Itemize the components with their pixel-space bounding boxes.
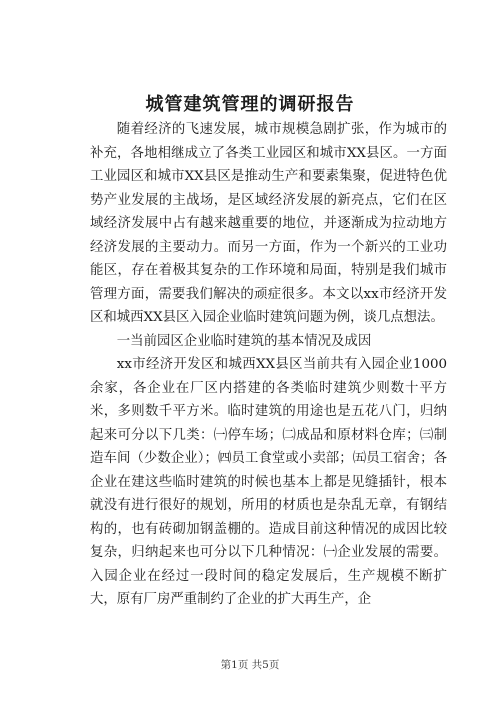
section-heading: 一当前园区企业临时建筑的基本情况及成因 xyxy=(116,333,372,349)
page-footer: 第1页 共5页 xyxy=(220,659,280,671)
document-body xyxy=(90,118,447,612)
document-title: 城管建筑管理的调研报告 xyxy=(145,94,355,115)
intro-paragraph: 随着经济的飞速发展，城市规模急剧扩张，作为城市的补充，各地相继成立了各类工业园区和城市XX县区。一方面工业园区和城市XX县区是推动生产和要素集聚，促进特色优势产业发展的主战场，是区域经济发展的新亮点，它们在区域经济发展中占有越来越重要的地位，并逐渐成为拉动地方经济发展的主要动力。而另一方面，作为一个新兴的工业功能区，存在着极其复杂的工作环境和局面，特别是我们城市管理方面，需要我们解决的顽症很多。本文以xx市经济开发区和城西XX县区入园企业临时建筑问题为例，谈几点想法。 xyxy=(90,122,447,325)
body-paragraph: xx市经济开发区和城西XX县区当前共有入园企业1000余家，各企业在厂区内搭建的各类临时建筑少则数十平方米，多则数千平方米。临时建筑的用途也是五花八门，归纳起来可分以下几类：㈠停车场；㈡成品和原材料仓库；㈢制造车间（少数企业）；㈣员工食堂或小卖部；㈤员工宿舍；各企业在建这些临时建筑的时候也基本上都是见缝插针，根本就没有进行很好的规划，所用的材质也是杂乱无章，有钢结构的，也有砖砌加钢盖棚的。造成目前这种情况的成因比较复杂，归纳起来也可分以下几种情况：㈠企业发展的需要。入园企业在经过一段时间的稳定发展后，生产规模不断扩大，原有厂房严重制约了企业的扩大再生产，企 xyxy=(90,357,447,607)
